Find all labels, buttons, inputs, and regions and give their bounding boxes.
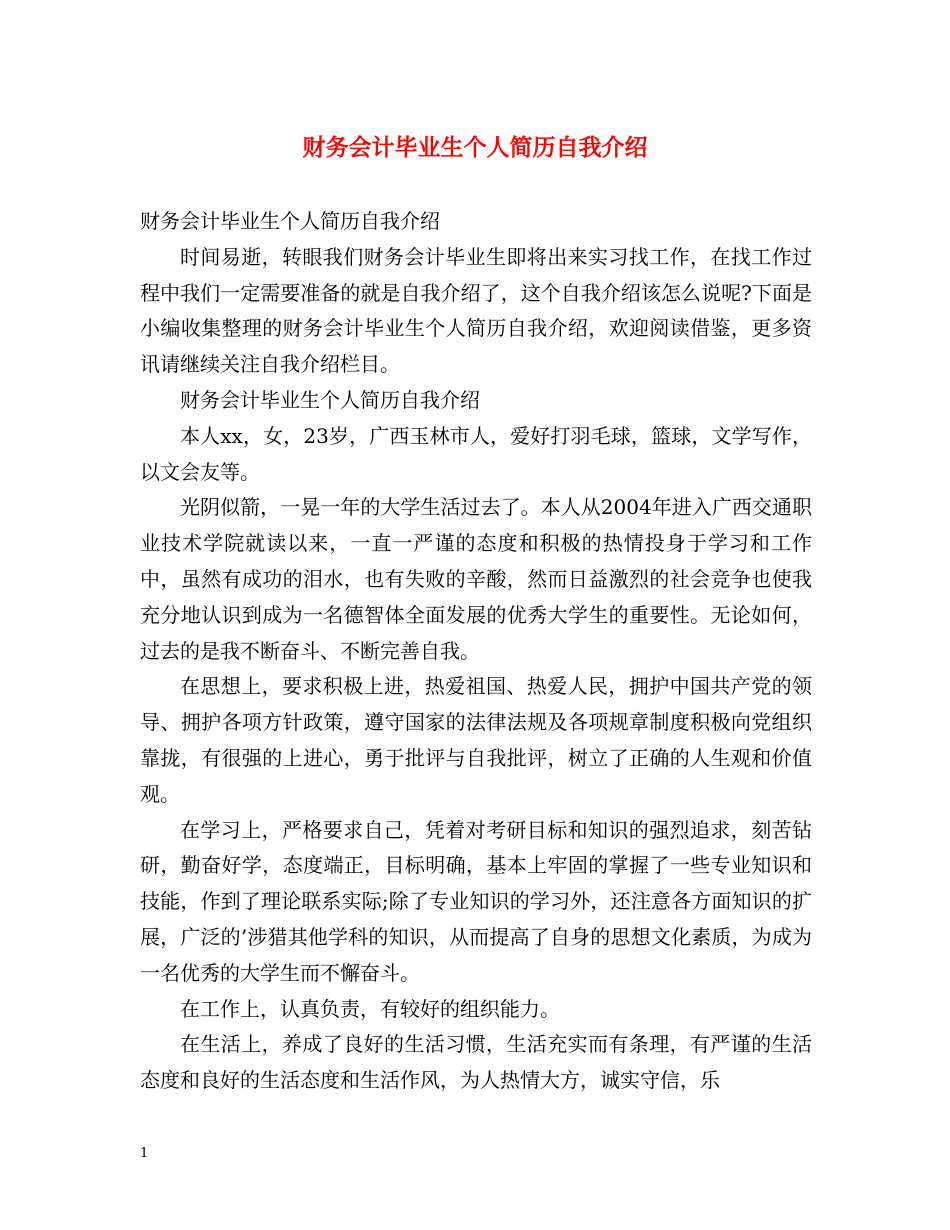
paragraph: 在学习上，严格要求自己，凭着对考研目标和知识的强烈追求，刻苦钻研，勤奋好学，态度端正，目标明确，基本上牢固的掌握了一些专业知识和技能，作到了理论联系实际;除了专业知识的学习外，还注意各方面知识的扩展，广泛的’涉猎其他学科的知识，从而提高了自身的思想文化素质，为成为一名优秀的大学生而不懈奋斗。 [140,817,812,985]
paragraph: 本人xx，女，23岁，广西玉林市人，爱好打羽毛球，篮球，文学写作，以文会友等。 [140,423,812,484]
paragraph: 在思想上，要求积极上进，热爱祖国、热爱人民，拥护中国共产党的领导、拥护各项方针政策，遵守国家的法律法规及各项规章制度积极向党组织靠拢，有很强的上进心，勇于批评与自我批评，树立了正确的人生观和价值观。 [140,674,812,806]
page-number: 1 [140,1146,149,1161]
paragraph: 在工作上，认真负责，有较好的组织能力。 [180,996,560,1021]
document-title: 财务会计毕业生个人简历自我介绍 [302,134,648,161]
paragraph: 财务会计毕业生个人简历自我介绍 [180,387,480,412]
document-body [140,204,812,1099]
paragraph: 财务会计毕业生个人简历自我介绍 [140,209,440,233]
paragraph: 在生活上，养成了良好的生活习惯，生活充实而有条理，有严谨的生活态度和良好的生活态度和生活作风，为人热情大方，诚实守信，乐 [140,1032,812,1093]
paragraph: 时间易逝，转眼我们财务会计毕业生即将出来实习找工作，在找工作过程中我们一定需要准备的就是自我介绍了，这个自我介绍该怎么说呢?下面是小编收集整理的财务会计毕业生个人简历自我介绍，欢迎阅读借鉴，更多资讯请继续关注自我介绍栏目。 [140,244,812,377]
paragraph: 光阴似箭，一晃一年的大学生活过去了。本人从2004年进入广西交通职业技术学院就读以来，一直一严谨的态度和积极的热情投身于学习和工作中，虽然有成功的泪水，也有失败的辛酸，然而日益激烈的社会竞争也使我充分地认识到成为一名德智体全面发展的优秀大学生的重要性。无论如何，过去的是我不断奋斗、不断完善自我。 [140,495,812,663]
